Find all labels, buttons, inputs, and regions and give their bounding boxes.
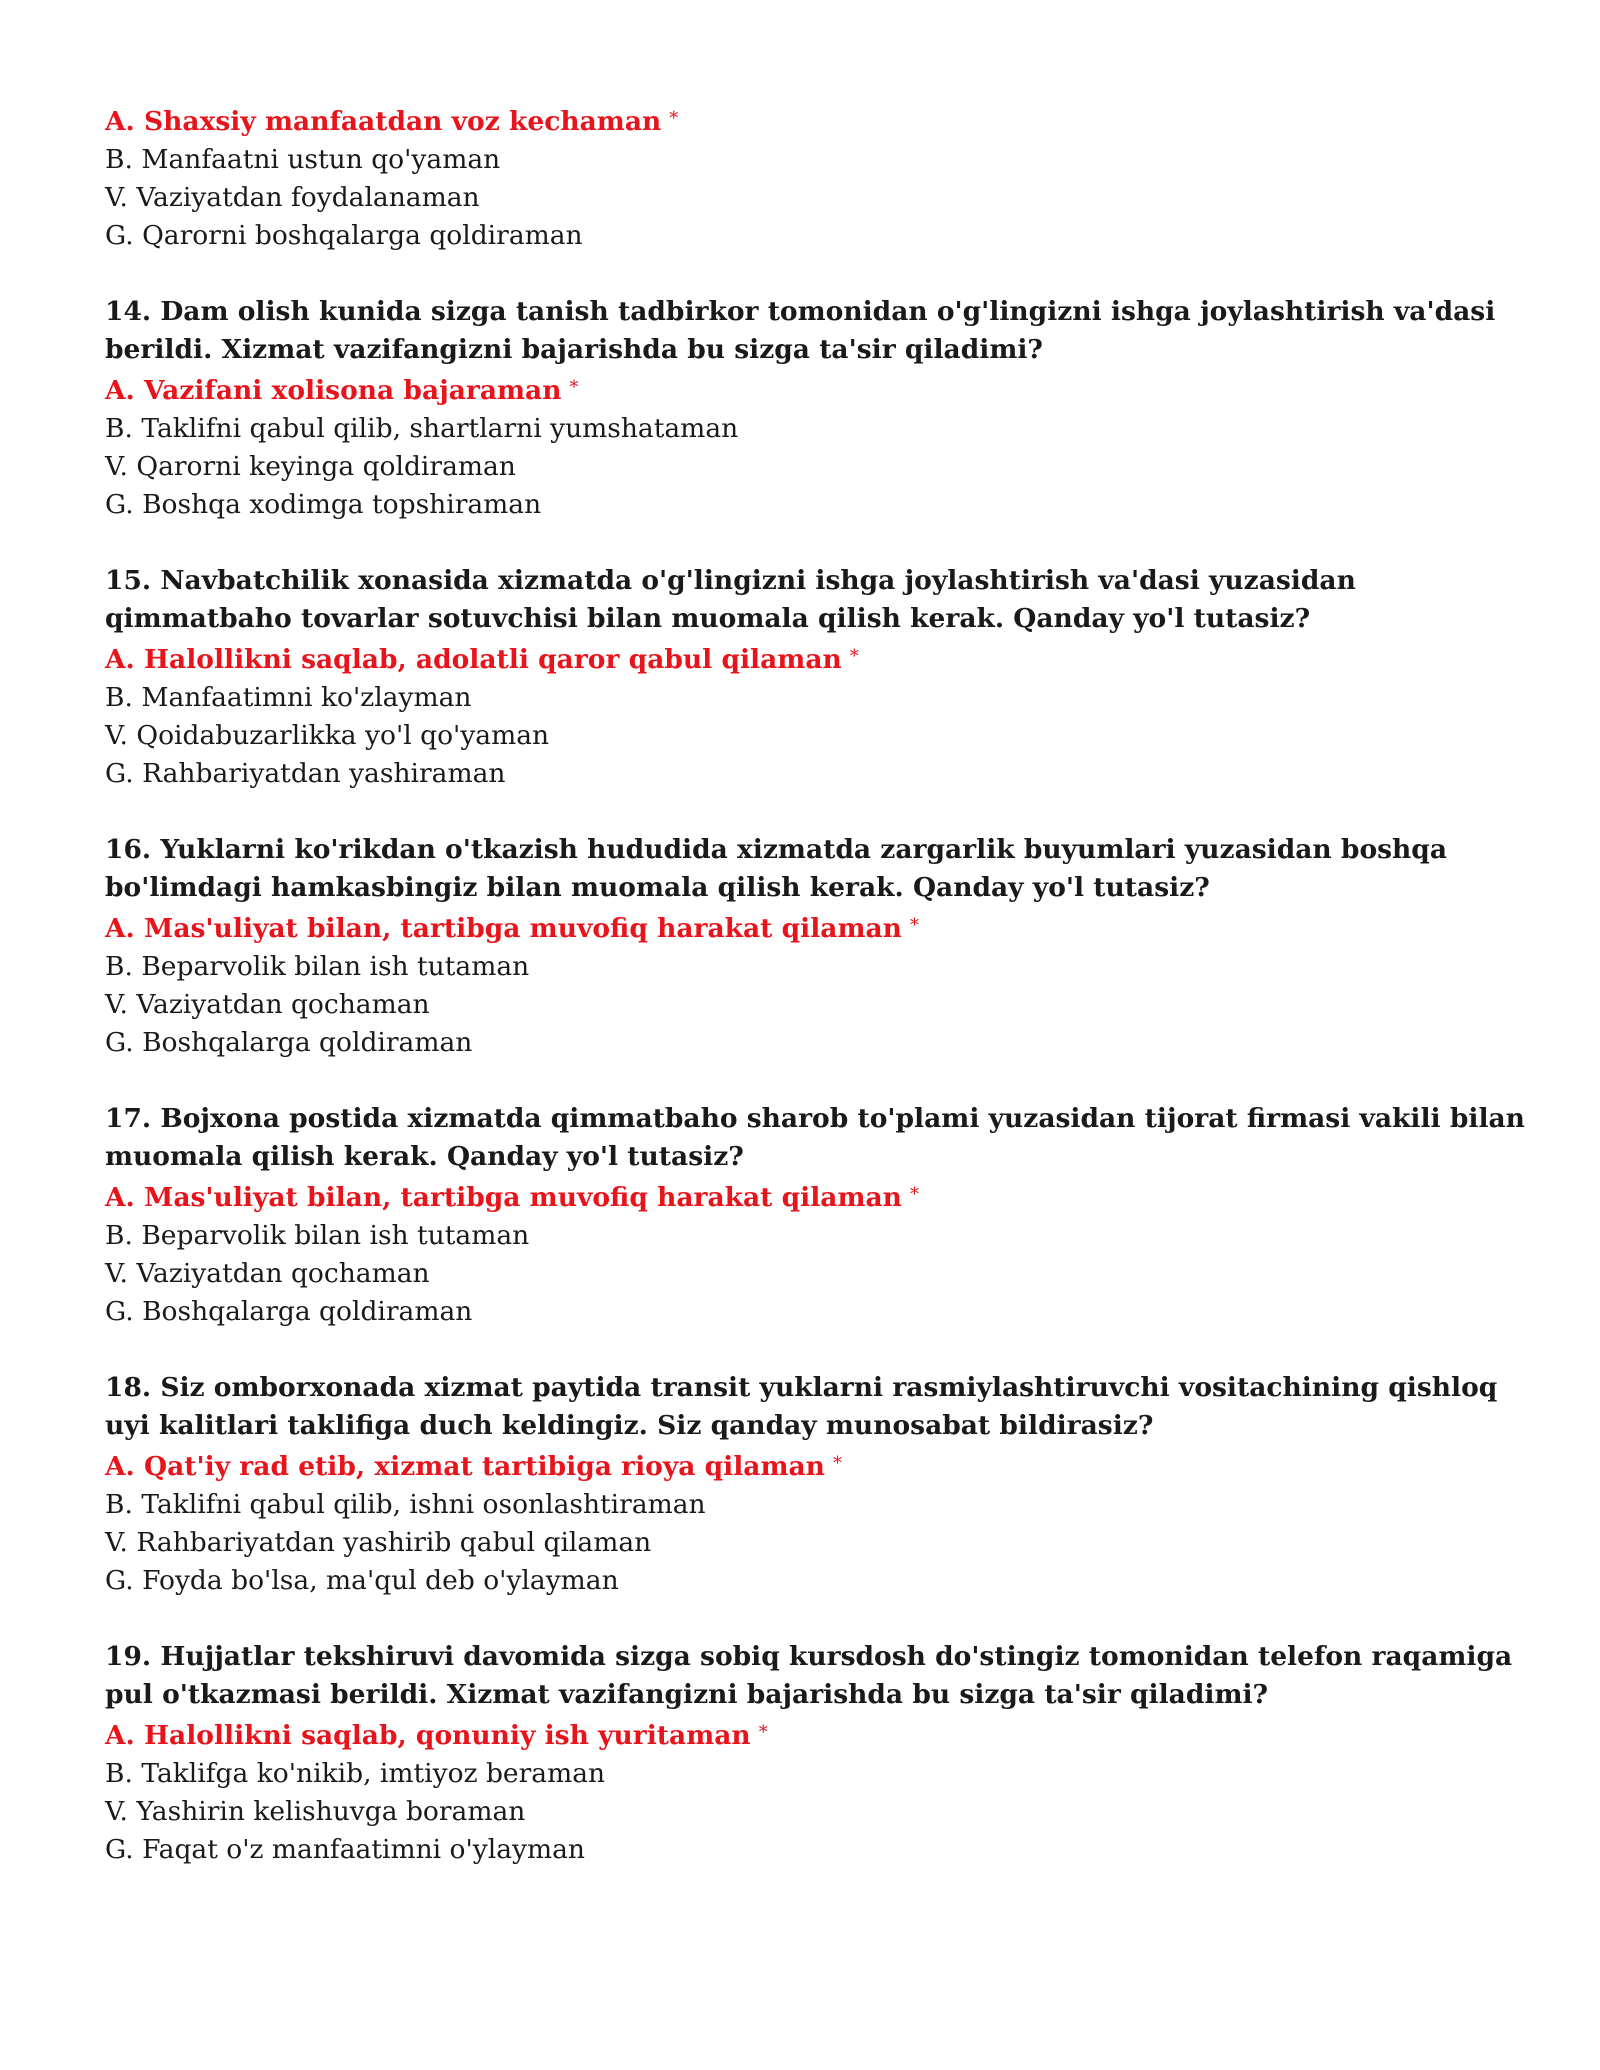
answer-option-correct: A. Mas'uliyat bilan, tartibga muvofiq harakat qilaman * [105,913,919,944]
answer-option: V. Vaziyatdan qochaman [105,1258,430,1289]
question-block-15 [105,562,1525,793]
answer-option: G. Qarorni boshqalarga qoldiraman [105,220,583,251]
answer-option: V. Vaziyatdan foydalanaman [105,182,480,213]
question-block-17 [105,1100,1525,1331]
question-text: 15. Navbatchilik xonasida xizmatda o'g'lingizni ishga joylashtirish va'dasi yuzasidan qimmatbaho tovarlar sotuvchisi bilan muomala qilish kerak. Qanday yo'l tutasiz? [105,565,1356,634]
answer-option: G. Boshqalarga qoldiraman [105,1027,473,1058]
answer-option: V. Yashirin kelishuvga boraman [105,1796,526,1827]
correct-mark: * [849,646,859,667]
answer-option: G. Faqat o'z manfaatimni o'ylayman [105,1834,585,1865]
question-block-19 [105,1638,1525,1869]
question-text: 18. Siz omborxonada xizmat paytida transit yuklarni rasmiylashtiruvchi vositachining qishloq uyi kalitlari taklifiga duch keldingiz. Siz qanday munosabat bildirasiz? [105,1372,1498,1441]
question-text: 19. Hujjatlar tekshiruvi davomida sizga sobiq kursdosh do'stingiz tomonidan telefon raqamiga pul o'tkazmasi berildi. Xizmat vazifangizni bajarishda bu sizga ta'sir qiladimi? [105,1641,1513,1710]
correct-mark: * [832,1453,842,1474]
question-block-13 [105,100,1525,255]
answer-option: B. Manfaatimni ko'zlayman [105,682,472,713]
correct-mark: * [569,377,579,398]
correct-mark: * [909,1184,919,1205]
answer-option-correct: A. Halollikni saqlab, adolatli qaror qabul qilaman * [105,644,859,675]
question-block-18 [105,1369,1525,1600]
correct-mark: * [909,915,919,936]
answer-option: G. Boshqalarga qoldiraman [105,1296,473,1327]
answer-option-correct: A. Mas'uliyat bilan, tartibga muvofiq harakat qilaman * [105,1182,919,1213]
answer-option-correct: A. Qat'iy rad etib, xizmat tartibiga rioya qilaman * [105,1451,842,1482]
answer-option: B. Taklifga ko'nikib, imtiyoz beraman [105,1758,606,1789]
answer-option: V. Vaziyatdan qochaman [105,989,430,1020]
correct-mark: * [758,1722,768,1743]
question-text: 14. Dam olish kunida sizga tanish tadbirkor tomonidan o'g'lingizni ishga joylashtirish va'dasi berildi. Xizmat vazifangizni bajarishda bu sizga ta'sir qiladimi? [105,296,1496,365]
answer-option: G. Boshqa xodimga topshiraman [105,489,542,520]
correct-mark: * [669,108,679,129]
answer-option: B. Taklifni qabul qilib, ishni osonlashtiraman [105,1489,706,1520]
question-block-16 [105,831,1525,1062]
answer-option: B. Manfaatni ustun qo'yaman [105,144,501,175]
question-text: 17. Bojxona postida xizmatda qimmatbaho sharob to'plami yuzasidan tijorat firmasi vakili bilan muomala qilish kerak. Qanday yo'l tutasiz? [105,1103,1525,1172]
question-block-14 [105,293,1525,524]
answer-option: B. Beparvolik bilan ish tutaman [105,1220,530,1251]
answer-option: B. Beparvolik bilan ish tutaman [105,951,530,982]
answer-option: B. Taklifni qabul qilib, shartlarni yumshataman [105,413,739,444]
answer-option: V. Rahbariyatdan yashirib qabul qilaman [105,1527,652,1558]
question-text: 16. Yuklarni ko'rikdan o'tkazish hududida xizmatda zargarlik buyumlari yuzasidan boshqa bo'limdagi hamkasbingiz bilan muomala qilish kerak. Qanday yo'l tutasiz? [105,834,1448,903]
answer-option: V. Qarorni keyinga qoldiraman [105,451,516,482]
answer-option-correct: A. Shaxsiy manfaatdan voz kechaman * [105,106,679,137]
answer-option: V. Qoidabuzarlikka yo'l qo'yaman [105,720,550,751]
quiz-document [105,100,1525,1907]
answer-option: G. Rahbariyatdan yashiraman [105,758,506,789]
answer-option: G. Foyda bo'lsa, ma'qul deb o'ylayman [105,1565,619,1596]
answer-option-correct: A. Vazifani xolisona bajaraman * [105,375,579,406]
answer-option-correct: A. Halollikni saqlab, qonuniy ish yuritaman * [105,1720,768,1751]
